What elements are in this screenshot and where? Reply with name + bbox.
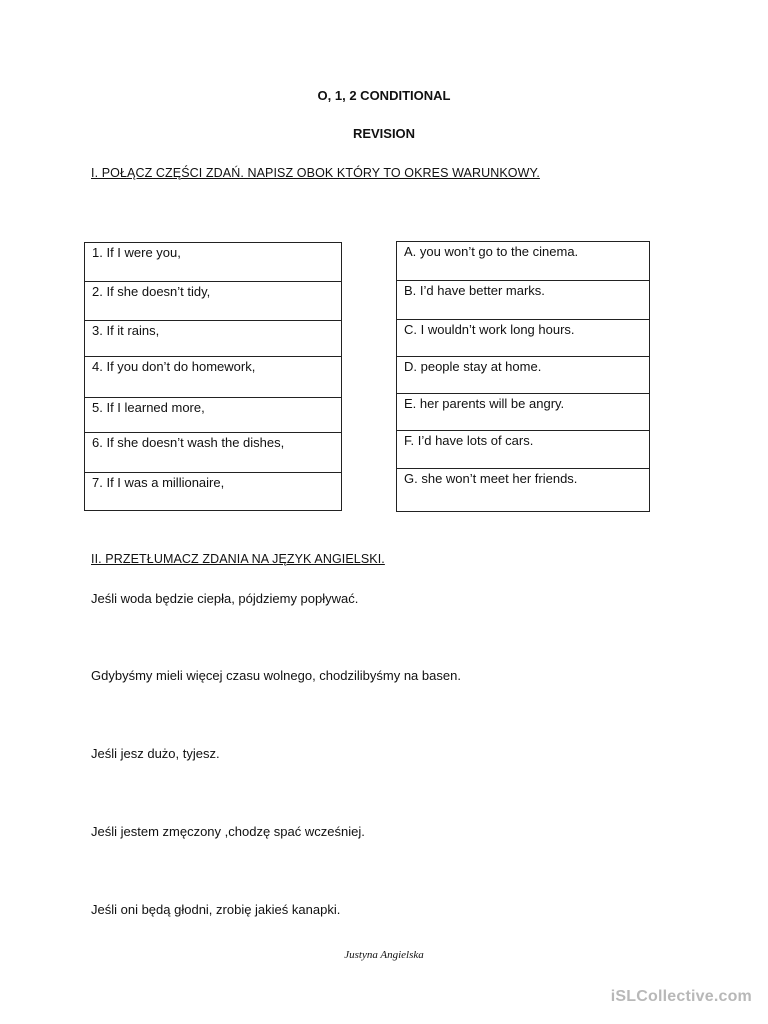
section-1-heading: I. POŁĄCZ CZĘŚCI ZDAŃ. NAPISZ OBOK KTÓRY TO OKRES WARUNKOWY.: [91, 166, 540, 180]
left-clause-1: 1. If I were you,: [85, 243, 342, 282]
left-clause-4: 4. If you don’t do homework,: [85, 357, 342, 398]
translation-sentence-2: Gdybyśmy mieli więcej czasu wolnego, chodzilibyśmy na basen.: [91, 668, 461, 683]
right-clauses-table: [396, 241, 650, 512]
left-clause-5: 5. If I learned more,: [85, 398, 342, 433]
translation-sentence-5: Jeśli oni będą głodni, zrobię jakieś kanapki.: [91, 902, 341, 917]
author-signature: Justyna Angielska: [344, 949, 424, 961]
right-clause-a: A. you won’t go to the cinema.: [397, 242, 650, 281]
section-2-heading: II. PRZETŁUMACZ ZDANIA NA JĘZYK ANGIELSKI.: [91, 552, 385, 566]
left-clause-2: 2. If she doesn’t tidy,: [85, 282, 342, 321]
translation-sentence-1: Jeśli woda będzie ciepła, pójdziemy popływać.: [91, 591, 359, 606]
right-clause-b: B. I’d have better marks.: [397, 281, 650, 320]
right-clause-f: F. I’d have lots of cars.: [397, 431, 650, 469]
left-clause-6: 6. If she doesn’t wash the dishes,: [85, 433, 342, 473]
right-clause-e: E. her parents will be angry.: [397, 394, 650, 431]
watermark-logo: iSLCollective.com: [610, 988, 752, 1005]
translation-sentence-4: Jeśli jestem zmęczony ,chodzę spać wcześniej.: [91, 824, 365, 839]
right-clause-d: D. people stay at home.: [397, 357, 650, 394]
right-clause-g: G. she won’t meet her friends.: [397, 469, 650, 512]
translation-sentence-3: Jeśli jesz dużo, tyjesz.: [91, 746, 220, 761]
document-subtitle: REVISION: [352, 126, 416, 141]
document-title: O, 1, 2 CONDITIONAL: [317, 88, 451, 103]
left-clauses-table: [84, 242, 342, 511]
left-clause-7: 7. If I was a millionaire,: [85, 473, 342, 511]
right-clause-c: C. I wouldn’t work long hours.: [397, 320, 650, 357]
left-clause-3: 3. If it rains,: [85, 321, 342, 357]
